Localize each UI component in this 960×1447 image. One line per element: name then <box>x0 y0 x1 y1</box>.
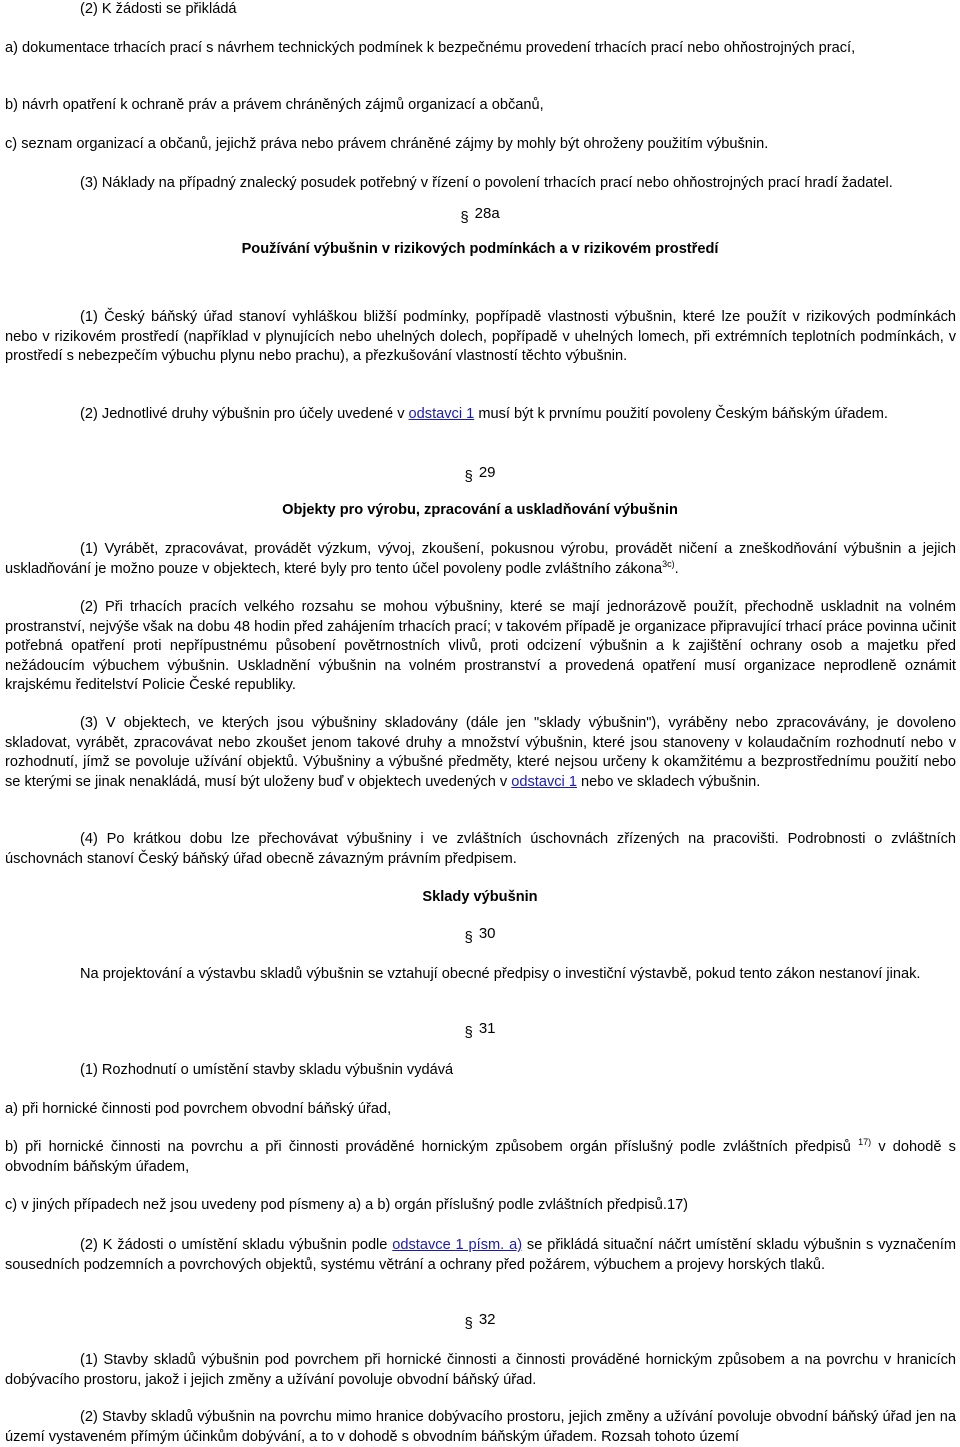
list-item-a: a) při hornické činnosti pod povrchem obvodní báňský úřad, <box>5 1101 392 1117</box>
footnote-ref: 17) <box>858 1137 872 1148</box>
list-item-a: a) dokumentace trhacích prací s návrhem technických podmínek k bezpečnému provedení trhacích prací nebo ohňostrojných prací, <box>5 40 856 56</box>
paragraph-31-2: (2) K žádosti o umístění skladu výbušnin podle odstavce 1 písm. a) se přikládá situační náčrt umístění skladu výbušnin s vyznačením sousedních podzemních a povrchových objektů, systému větrání a ochrany před požárem, výbuchem a projevy horských tlaků. <box>5 1237 956 1273</box>
subheading-sklady: Sklady výbušnin <box>422 889 538 905</box>
paragraph-29-4: (4) Po krátkou dobu lze přechovávat výbušniny i ve zvláštních úschovnách zřízených na pracovišti. Podrobnosti o zvláštních úschovnách stanoví Český báňský úřad obecně závazným právním předpisem. <box>5 831 956 867</box>
paragraph-29-3: (3) V objektech, ve kterých jsou výbušniny skladovány (dále jen "sklady výbušnin"), vyráběny nebo zpracovávány, je dovoleno skladovat, vyrábět, zpracovávat nebo zkoušet jenom takové druhy a množství výbušnin, které jsou stanoveny v kolaudačním rozhodnutí nebo v rozhodnutí, jímž se povoluje užívání objektů. Výbušniny a výbušné předměty, které nejsou určeny k okamžitému a bezprostřednímu použití nebo se kterými se jinak nenakládá, musí být uloženy buď v objektech uvedených v odstavci 1 nebo ve skladech výbušnin. <box>5 715 956 790</box>
section-number-28a: § 28a <box>460 205 500 226</box>
section-symbol: § <box>464 468 473 485</box>
section-symbol: § <box>460 209 469 226</box>
section-title-29: Objekty pro výrobu, zpracování a uskladňování výbušnin <box>282 502 678 518</box>
footnote-ref: 3c) <box>662 558 675 569</box>
paragraph-28a-2: (2) Jednotlivé druhy výbušnin pro účely uvedené v odstavci 1 musí být k prvnímu použití povoleny Českým báňským úřadem. <box>80 406 888 422</box>
section-number-29: § 29 <box>464 464 496 485</box>
section-symbol: § <box>464 929 473 946</box>
link-odstavci-1[interactable]: odstavci 1 <box>511 773 577 790</box>
paragraph-29-1: (1) Vyrábět, zpracovávat, provádět výzkum, vývoj, zkoušení, pokusnou výrobu, provádět ničení a zneškodňování výbušnin a jejich uskladňování je možno pouze v objektech, které byly pro tento účel povoleny podle zvláštního zákona$^{3c)}$. <box>5 541 956 577</box>
list-item-b: b) návrh opatření k ochraně práv a právem chráněných zájmů organizací a občanů, <box>5 97 544 113</box>
list-item-c: c) seznam organizací a občanů, jejichž práva nebo právem chráněné zájmy by mohly být ohroženy použitím výbušnin. <box>5 136 769 152</box>
section-symbol: § <box>464 1024 473 1041</box>
paragraph-28a-1: (1) Český báňský úřad stanoví vyhláškou bližší podmínky, popřípadě vlastnosti výbušnin, které lze použít v rizikových podmínkách nebo v rizikovém prostředí (například v plynujících nebo uhelných dolech, popřípadě v uhelných lomech, při extrémních teplotních podmínkách, v prostředí s nebezpečím výbuchu plynu nebo prachu), a přezkušování vlastností těchto výbušnin. <box>5 309 956 365</box>
section-title-28a: Používání výbušnin v rizikových podmínkách a v rizikovém prostředí <box>241 241 719 257</box>
list-item-c: c) v jiných případech než jsou uvedeny pod písmeny a) a b) orgán příslušný podle zvláštních předpisů.17) <box>5 1197 689 1213</box>
link-odstavci-1[interactable]: odstavci 1 <box>408 406 475 422</box>
paragraph-32-2: (2) Stavby skladů výbušnin na povrchu mimo hranice dobývacího prostoru, jejich změny a užívání povoluje obvodní báňský úřad jen na území vystaveném přímým účinkům dobývání, a to v dohodě s obvodním báňským úřadem. Rozsah tohoto území <box>5 1409 956 1445</box>
link-odstavce-1-pism-a[interactable]: odstavce 1 písm. a) <box>392 1237 523 1253</box>
section-number-32: § 32 <box>464 1311 496 1332</box>
paragraph-31-1: (1) Rozhodnutí o umístění stavby skladu výbušnin vydává <box>80 1062 454 1078</box>
paragraph-30: Na projektování a výstavbu skladů výbušnin se vztahují obecné předpisy o investiční výstavbě, pokud tento zákon nestanoví jinak. <box>80 966 921 982</box>
list-item-b: b) při hornické činnosti na povrchu a při činnosti prováděné hornickým způsobem orgán příslušný podle zvláštních předpisů $^{17)}$ v dohodě s obvodním báňským úřadem, <box>5 1137 956 1175</box>
paragraph-heading: (2) K žádosti se přikládá <box>80 1 237 17</box>
paragraph-costs: (3) Náklady na případný znalecký posudek potřebný v řízení o povolení trhacích prací nebo ohňostrojných prací hradí žadatel. <box>80 175 893 191</box>
section-number-30: § 30 <box>464 925 496 946</box>
section-number-31: § 31 <box>464 1020 496 1041</box>
paragraph-32-1: (1) Stavby skladů výbušnin pod povrchem při hornické činnosti a činnosti prováděné hornickým způsobem a na povrchu v hranicích dobývacího prostoru, jakož i jejich změny a užívání povoluje obvodní báňský úřad. <box>5 1352 956 1388</box>
paragraph-29-2: (2) Při trhacích pracích velkého rozsahu se mohou výbušniny, které se mají jednorázově použít, přechodně uskladnit na volném prostranství, nejvýše však na dobu 48 hodin před zahájením trhacích prací; v takovém případě je organizace připravující trhací práce povinna učinit potřebná opatření proti nepřípustnému působení povětrnostních vlivů, proti odcizení výbušnin a k zajištění ochrany osob a majetku před nežádoucím výbuchem výbušnin. Uskladnění výbušnin na volném prostranství a provedená opatření musí organizace neprodleně oznámit krajskému ředitelství Policie České republiky. <box>5 599 956 694</box>
section-symbol: § <box>464 1315 473 1332</box>
